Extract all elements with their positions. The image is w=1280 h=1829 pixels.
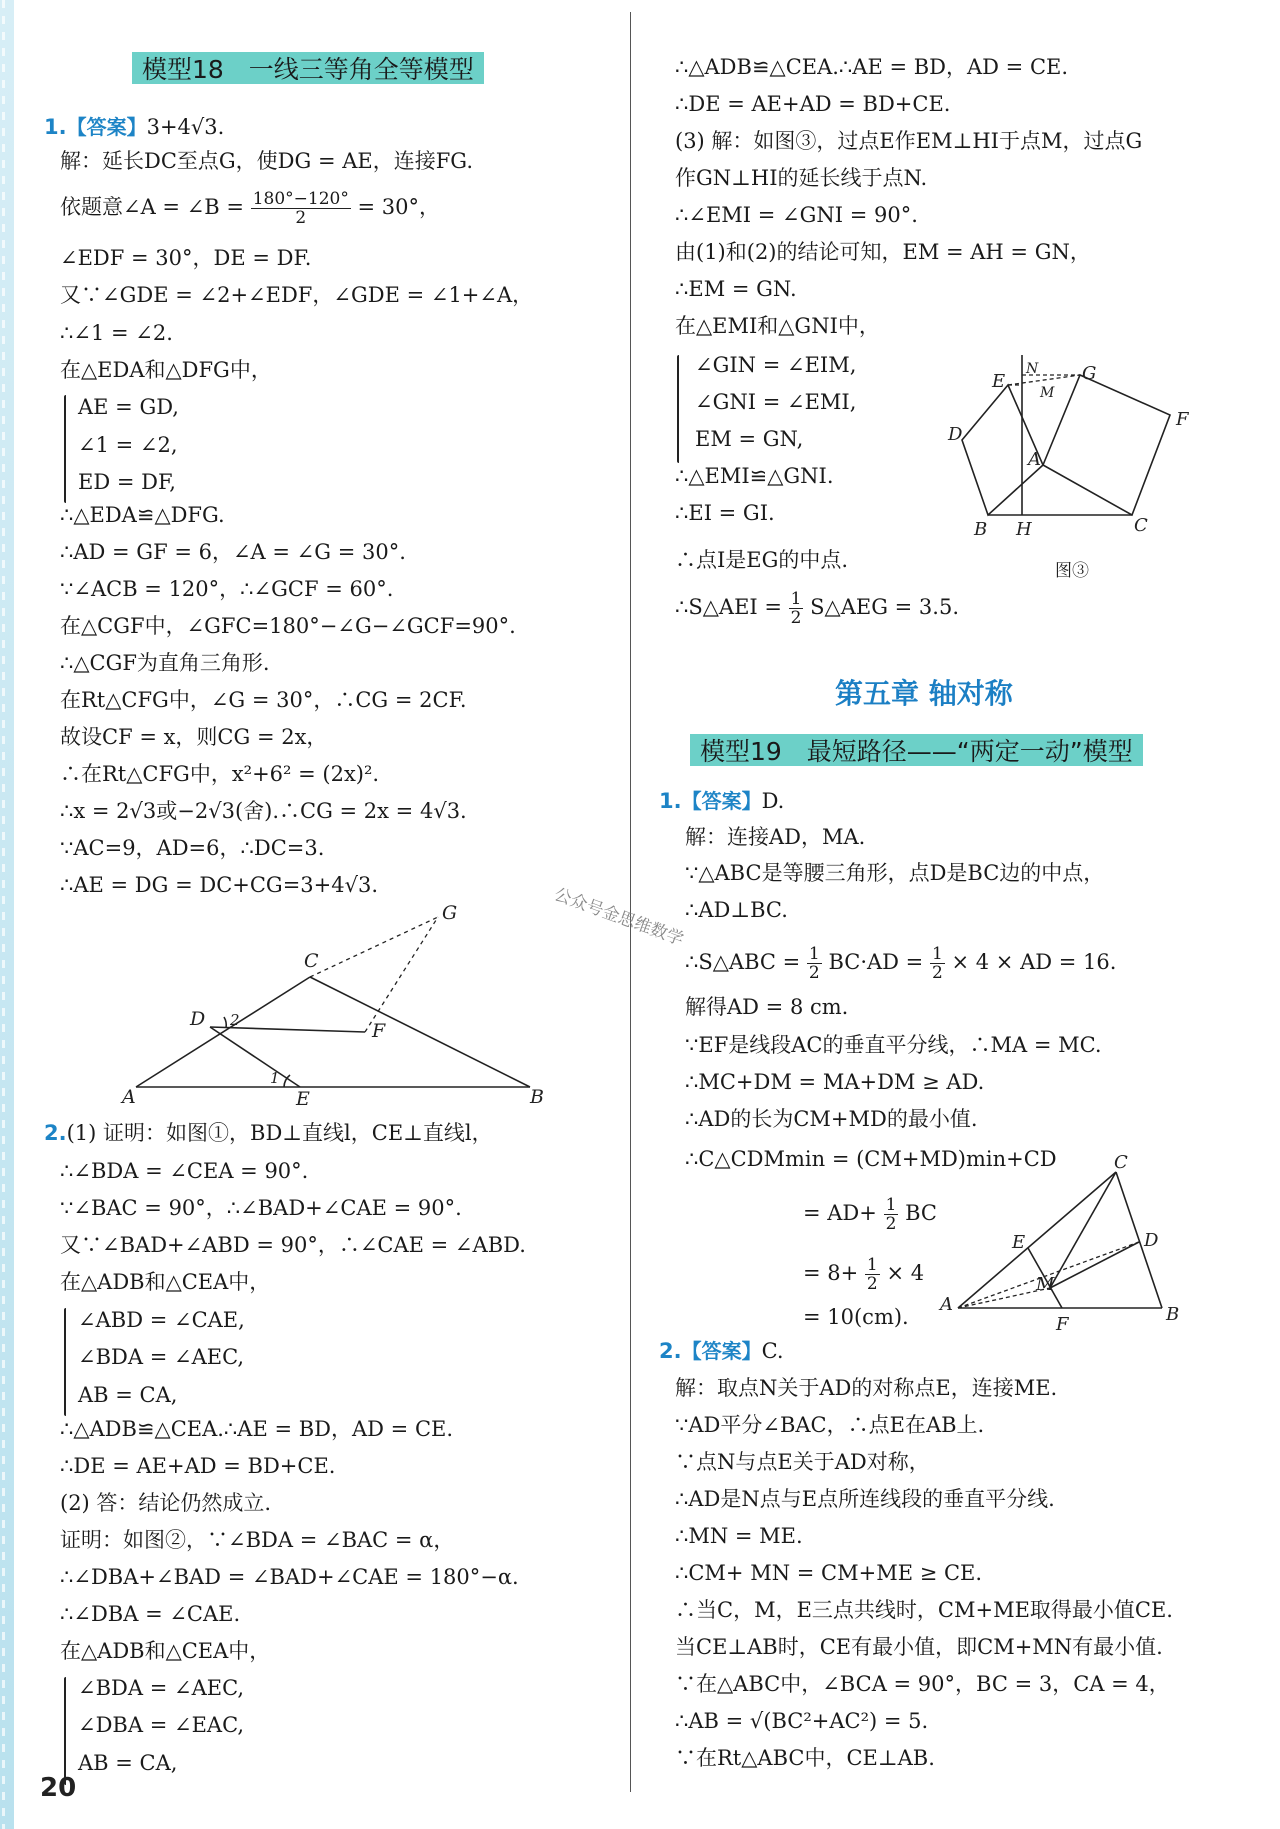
fraction [884, 1196, 899, 1233]
square-ACFG [1043, 375, 1170, 515]
point-label: C [1134, 515, 1148, 536]
q1-line [685, 945, 1116, 982]
q2-line: ∴DE = AE+AD = BD+CE. [60, 1454, 336, 1478]
point-label: N [1026, 361, 1039, 377]
q2-continued-line: ∠GNI = ∠EMI, [695, 390, 857, 414]
point-label: E [296, 1088, 310, 1110]
q2-continued-line: ∴点I是EG的中点. [675, 548, 849, 572]
q2-continued-line: EM = GN, [695, 427, 804, 451]
q1-line: ∴△CGF为直角三角形. [60, 651, 270, 675]
q2-line [44, 1118, 493, 1148]
q2-text: (1) 证明：如图①，BD⊥直线l，CE⊥直线l， [66, 1121, 493, 1145]
q2-line: ∵在Rt△ABC中，CE⊥AB. [675, 1746, 935, 1770]
point-label: F [372, 1020, 386, 1042]
q2-line: ∵∠BAC = 90°，∴∠BAD+∠CAE = 90°. [60, 1196, 462, 1220]
point-label: E [992, 371, 1006, 392]
area-line [675, 590, 959, 627]
fraction-numerator: 1 [885, 1195, 897, 1215]
fraction-denominator: 2 [866, 1274, 878, 1294]
q1-number: 1. [659, 789, 682, 813]
q2-continued-line: ∴DE = AE+AD = BD+CE. [675, 92, 951, 116]
q1-line: 解得AD = 8 cm. [685, 995, 849, 1019]
q2-answer-line [659, 1336, 784, 1366]
q1-line: ∴x = 2√3或−2√3(舍).∴CG = 2x = 4√3. [60, 799, 467, 823]
chapter-title: 第五章 轴对称 [835, 677, 1013, 710]
q2-number: 2. [44, 1121, 67, 1145]
q2-line: ∴当C，M，E三点共线时，CM+ME取得最小值CE. [675, 1598, 1173, 1622]
q2-line: ∵点N与点E关于AD对称， [675, 1450, 930, 1474]
q2-line: ∠BDA = ∠AEC, [78, 1676, 245, 1700]
q1-text: = AD+ [803, 1201, 877, 1225]
brace [64, 1677, 66, 1785]
q1-text: 依题意∠A = ∠B = [60, 195, 245, 219]
q2-line: ∠ABD = ∠CAE, [78, 1308, 245, 1332]
q2-continued-line: 在△EMI和△GNI中， [675, 314, 880, 338]
fraction-numerator: 1 [790, 589, 802, 609]
q1-answer: 3+4√3. [146, 115, 225, 139]
angle-label: 2 [230, 1011, 240, 1029]
q1-line: ∵AC=9，AD=6，∴DC=3. [60, 836, 325, 860]
q2-answer: C. [761, 1339, 784, 1363]
point-label: E [1012, 1232, 1026, 1253]
area-text: S△AEG = 3.5. [810, 595, 959, 619]
q2-line: 证明：如图②，∵∠BDA = ∠BAC = α， [60, 1528, 455, 1552]
q1-answer-label: 【答案】 [66, 115, 147, 139]
page-edge-stripe [0, 0, 14, 1829]
q1-line: = 10(cm). [803, 1305, 909, 1329]
segment-FG [365, 917, 438, 1032]
q1-line: 又∵∠GDE = ∠2+∠EDF，∠GDE = ∠1+∠A， [60, 283, 534, 307]
q1-line: ∴AE = DG = DC+CG=3+4√3. [60, 873, 379, 897]
point-label: C [304, 950, 319, 972]
brace [64, 1308, 66, 1416]
q2-line: 当CE⊥AB时，CE有最小值，即CM+MN有最小值. [675, 1635, 1163, 1659]
q1-line [60, 190, 440, 227]
fraction-denominator: 2 [295, 208, 307, 228]
q2-line: ∴∠DBA+∠BAD = ∠BAD+∠CAE = 180°−α. [60, 1565, 519, 1589]
q1-line: 在△CGF中，∠GFC=180°−∠G−∠GCF=90°. [60, 614, 516, 638]
point-label: B [530, 1086, 544, 1108]
point-label: M [1036, 1274, 1055, 1295]
q2-line: AB = CA, [78, 1383, 178, 1407]
point-label: A [122, 1086, 136, 1108]
q1-line: 解：连接AD，MA. [685, 825, 866, 849]
q2-continued-line: ∴∠EMI = ∠GNI = 90°. [675, 203, 918, 227]
fraction-numerator: 1 [866, 1255, 878, 1275]
q2-continued-line: (3) 解：如图③，过点E作EM⊥HI于点M，过点G [675, 129, 1143, 153]
q1-line: ∵△ABC是等腰三角形，点D是BC边的中点， [685, 861, 1105, 885]
point-label: M [1040, 385, 1055, 401]
q2-line: ∴∠BDA = ∠CEA = 90°. [60, 1159, 309, 1183]
area-text: ∴S△AEI = [675, 595, 782, 619]
q2-line: ∴∠DBA = ∠CAE. [60, 1602, 241, 1626]
q1-number: 1. [44, 115, 67, 139]
point-label: D [190, 1008, 206, 1030]
fraction-denominator: 2 [885, 1214, 897, 1234]
model19-title: 模型19 最短路径——“两定一动”模型 [690, 730, 1143, 770]
fraction [930, 945, 945, 982]
point-label: B [1166, 1304, 1180, 1325]
q2-continued-line: ∠GIN = ∠EIM, [695, 353, 857, 377]
segment-CG [310, 917, 438, 977]
point-label: H [1016, 519, 1032, 540]
q2-line: ∴△ADB≌△CEA.∴AE = BD，AD = CE. [60, 1417, 454, 1441]
q2-answer-label: 【答案】 [681, 1339, 762, 1363]
q1-line: ∠EDF = 30°，DE = DF. [60, 246, 312, 270]
fraction-numerator: 1 [931, 944, 943, 964]
q1-figure [120, 902, 544, 1110]
q2-continued-line: ∴EI = GI. [675, 501, 775, 525]
q2-line: ∠DBA = ∠EAC, [78, 1713, 245, 1737]
point-label: A [940, 1294, 953, 1315]
segment-AC [136, 977, 310, 1087]
q2-continued-line: ∴△EMI≌△GNI. [675, 464, 834, 488]
fraction-denominator: 2 [790, 608, 802, 628]
point-label: F [1056, 1314, 1069, 1335]
brace [677, 355, 679, 463]
q1-line: ∠1 = ∠2, [78, 433, 178, 457]
point-label: F [1176, 409, 1189, 430]
q1-line: ∵∠ACB = 120°，∴∠GCF = 60°. [60, 577, 394, 601]
fraction-numerator: 180°−120° [252, 189, 349, 209]
q1-answer-line [659, 786, 784, 816]
q2-line: ∴MN = ME. [675, 1524, 803, 1548]
column-divider [630, 12, 631, 1792]
q2-line: 在△ADB和△CEA中， [60, 1270, 271, 1294]
q1-line: ∴在Rt△CFG中，x²+6² = (2x)². [60, 762, 380, 786]
q2-line: ∴CM+ MN = CM+ME ≥ CE. [675, 1561, 983, 1585]
q1-line: ED = DF, [78, 470, 176, 494]
q1-text: × 4 [886, 1261, 925, 1285]
watermark: 公众号金思维数学 [551, 884, 687, 951]
q2-line: AB = CA, [78, 1751, 178, 1775]
q2-line: ∠BDA = ∠AEC, [78, 1345, 245, 1369]
q1-line: AE = GD, [78, 395, 179, 419]
q1-text: ∴S△ABC = [685, 950, 801, 974]
page-number: 20 [40, 1773, 77, 1803]
q1-line: 在△EDA和△DFG中， [60, 358, 272, 382]
q1-line: 故设CF = x，则CG = 2x， [60, 725, 328, 749]
q2-line: 解：取点N关于AD的对称点E，连接ME. [675, 1376, 1058, 1400]
fraction [789, 590, 804, 627]
point-label: G [1082, 363, 1097, 384]
brace [64, 395, 66, 503]
q1-line: ∴C△CDMmin = (CM+MD)min+CD [685, 1147, 1057, 1171]
q1-line: 解：延长DC至点G，使DG = AE，连接FG. [60, 149, 474, 173]
q1-text: BC [905, 1201, 937, 1225]
q1-line [803, 1196, 937, 1233]
point-label: D [1144, 1230, 1159, 1251]
q2-continued-line: 作GN⊥HI的延长线于点N. [675, 166, 928, 190]
q2-line: ∴AD是N点与E点所连线段的垂直平分线. [675, 1487, 1055, 1511]
q1-line: ∴AD的长为CM+MD的最小值. [685, 1107, 978, 1131]
q2-continued-line: 由(1)和(2)的结论可知，EM = AH = GN， [675, 240, 1091, 264]
q1-line: ∴AD = GF = 6，∠A = ∠G = 30°. [60, 540, 406, 564]
point-label: D [948, 424, 963, 445]
fraction [865, 1256, 880, 1293]
q1-line: ∴△EDA≌△DFG. [60, 503, 225, 527]
fraction-denominator: 2 [808, 963, 820, 983]
point-label: G [442, 902, 458, 924]
point-label: A [1028, 449, 1041, 470]
figure-3 [940, 345, 1240, 545]
q2-line: ∵在△ABC中，∠BCA = 90°，BC = 3，CA = 4， [675, 1672, 1170, 1696]
fraction-denominator: 2 [931, 963, 943, 983]
q1-answer: D. [761, 789, 785, 813]
angle-mark-2 [224, 1017, 226, 1028]
q2-line: ∴AB = √(BC²+AC²) = 5. [675, 1709, 929, 1733]
segment-EG [1008, 375, 1080, 385]
q2-continued-line: ∴△ADB≌△CEA.∴AE = BD，AD = CE. [675, 55, 1069, 79]
q2-line: (2) 答：结论仍然成立. [60, 1491, 272, 1515]
q1-text: × 4 × AD = 16. [951, 950, 1117, 974]
q1-line: ∵EF是线段AC的垂直平分线，∴MA = MC. [685, 1033, 1102, 1057]
q2-line: 在△ADB和△CEA中， [60, 1639, 271, 1663]
angle-label: 1 [270, 1069, 280, 1087]
q1-line [803, 1256, 924, 1293]
q2-line: 又∵∠BAD+∠ABD = 90°，∴∠CAE = ∠ABD. [60, 1233, 526, 1257]
q2-line: ∵AD平分∠BAC，∴点E在AB上. [675, 1413, 985, 1437]
model18-title: 模型18 一线三等角全等模型 [132, 48, 484, 88]
q1-text: = 30°， [357, 195, 441, 219]
q1-line: ∴AD⊥BC. [685, 898, 788, 922]
q1-answer-label: 【答案】 [681, 789, 762, 813]
q1-line: ∴∠1 = ∠2. [60, 321, 173, 345]
q1-figure [930, 1152, 1230, 1335]
q1-line: ∴MC+DM = MA+DM ≥ AD. [685, 1070, 985, 1094]
point-label: B [974, 519, 988, 540]
q1-text: = 8+ [803, 1261, 859, 1285]
fraction-numerator: 1 [808, 944, 820, 964]
q2-continued-line: ∴EM = GN. [675, 277, 797, 301]
q1-answer-line [44, 112, 224, 142]
figure-3-caption: 图③ [1055, 561, 1089, 581]
q2-number: 2. [659, 1339, 682, 1363]
fraction [807, 945, 822, 982]
point-label: C [1114, 1152, 1128, 1173]
q1-line: 在Rt△CFG中，∠G = 30°，∴CG = 2CF. [60, 688, 467, 712]
q1-text: BC·AD = [828, 950, 924, 974]
fraction [251, 190, 351, 227]
